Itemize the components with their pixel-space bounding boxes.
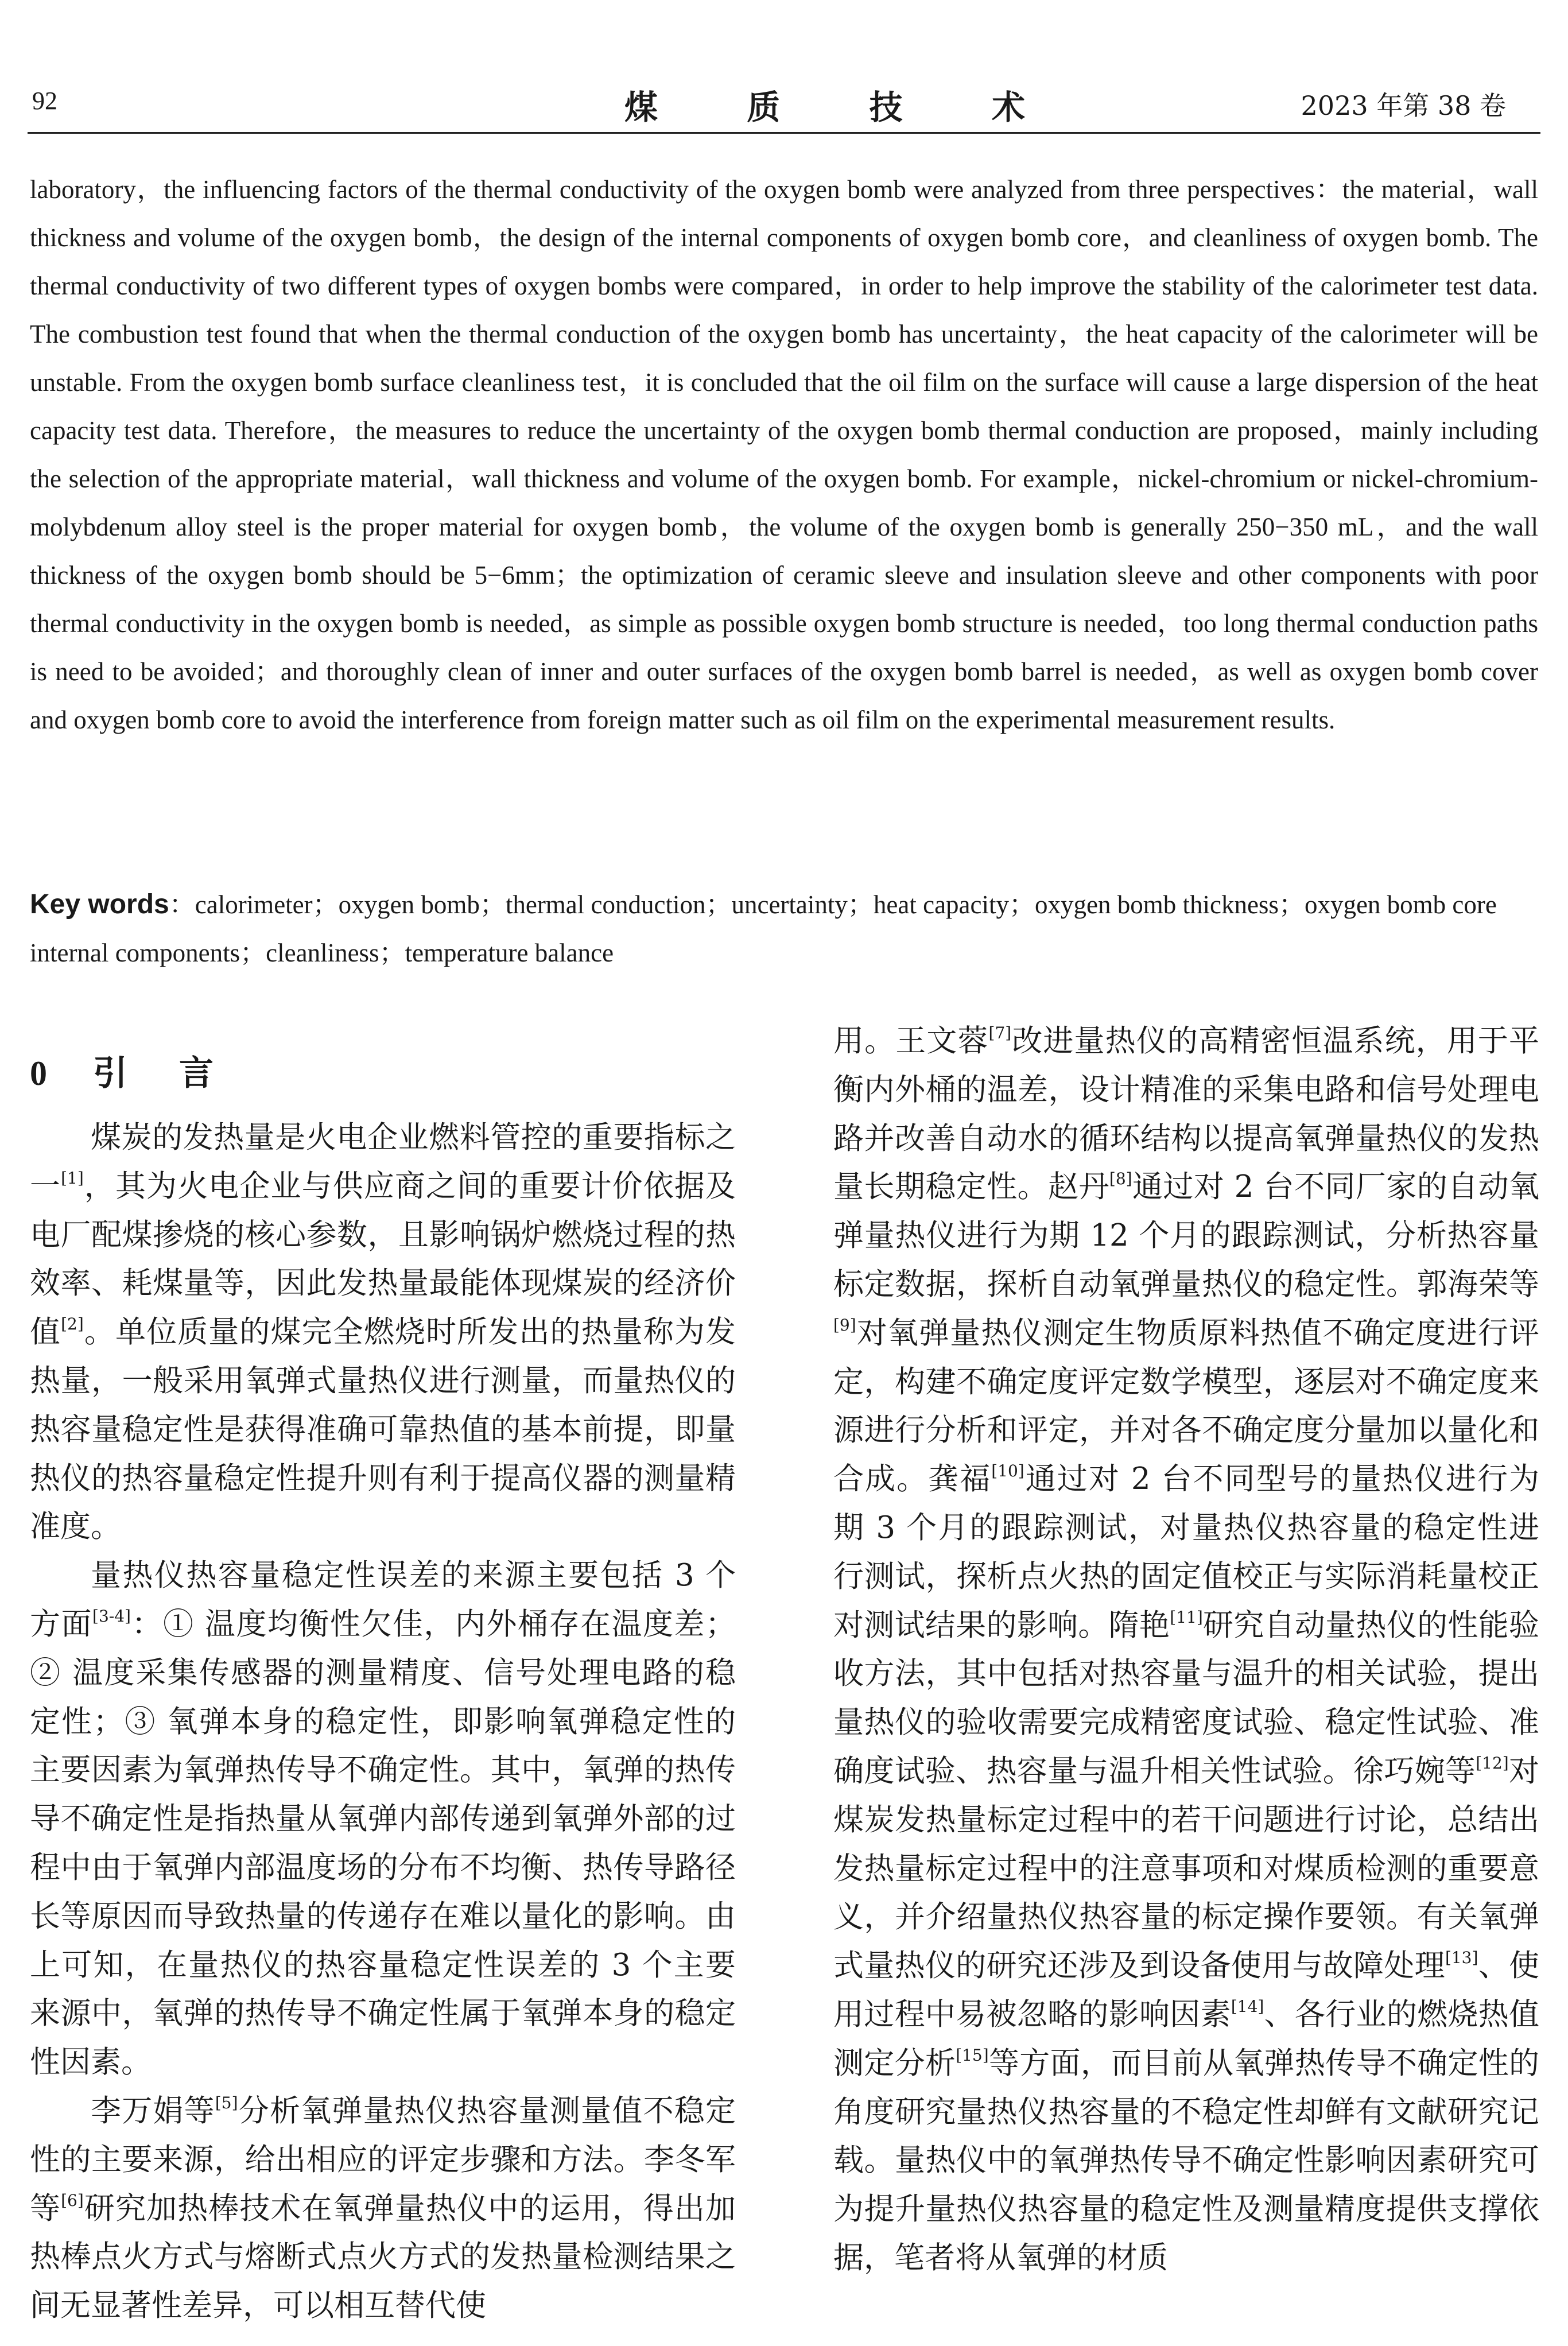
- citation-ref: [2]: [61, 1314, 84, 1334]
- journal-char: 技: [869, 88, 904, 127]
- citation-ref: [3-4]: [92, 1606, 131, 1626]
- citation-ref: [13]: [1445, 1948, 1478, 1968]
- journal-char: 质: [747, 88, 782, 127]
- citation-ref: [5]: [215, 2093, 238, 2112]
- section-title: 引言: [93, 1053, 265, 1093]
- citation-ref: [15]: [956, 2045, 989, 2065]
- citation-ref: [10]: [991, 1461, 1024, 1481]
- left-column: [30, 1114, 736, 2331]
- citation-ref: [6]: [61, 2190, 84, 2210]
- citation-ref: [7]: [988, 1023, 1012, 1042]
- keywords: [30, 881, 1538, 977]
- journal-title: [624, 80, 1026, 129]
- keywords-label: Key words: [30, 889, 169, 920]
- page-header: [28, 80, 1540, 126]
- section-heading: [30, 1046, 265, 1095]
- abstract-text: laboratory，the influencing factors of the thermal conductivity of the oxygen bomb were analyzed from three perspectives：the material，wall thickness and volume of the oxygen bomb，the design of the internal components of oxygen bomb core，and cleanliness of oxygen bomb. The thermal conductivity of two different types of oxygen bombs were compared，in order to help improve the stability of the calorimeter test data. The combustion test found that when the thermal conduction of the oxygen bomb has uncertainty，the heat capacity of the calorimeter will be unstable. From the oxygen bomb surface cleanliness test，it is concluded that the oil film on the surface will cause a large dispersion of the heat capacity test data. Therefore，the measures to reduce the uncertainty of the oxygen bomb thermal conduction are proposed，mainly including the selection of the appropriate material，wall thickness and volume of the oxygen bomb. For example，nickel-chromium or nickel-chromium-molybdenum alloy steel is the proper material for oxygen bomb，the volume of the oxygen bomb is generally 250−350 mL，and the wall thickness of the oxygen bomb should be 5−6mm；the optimization of ceramic sleeve and insulation sleeve and other components with poor thermal conductivity in the oxygen bomb is needed，as simple as possible oxygen bomb structure is needed，too long thermal conduction paths is need to be avoided；and thoroughly clean of inner and outer surfaces of the oxygen bomb barrel is needed，as well as oxygen bomb cover and oxygen bomb core to avoid the interference from foreign matter such as oil film on the experimental measurement results.: [30, 175, 1538, 734]
- citation-ref: [11]: [1170, 1607, 1203, 1627]
- issue-label: 2023 年第 38 卷: [1301, 90, 1506, 121]
- body-paragraph: 煤炭的发热量是火电企业燃料管控的重要指标之一[1]，其为火电企业与供应商之间的重要计价依据及电厂配煤掺烧的核心参数，且影响锅炉燃烧过程的热效率、耗煤量等，因此发热量最能体现煤炭的经济价值[2]。单位质量的煤完全燃烧时所发出的热量称为发热量，一般采用氧弹式量热仪进行测量，而量热仪的热容量稳定性是获得准确可靠热值的基本前提，即量热仪的热容量稳定性提升则有利于提高仪器的测量精准度。: [30, 1120, 736, 1545]
- citation-ref: [8]: [1109, 1169, 1132, 1189]
- keywords-list: ：calorimeter；oxygen bomb；thermal conduction；uncertainty；heat capacity；oxygen bomb thickness；oxygen bomb core internal components；cleanliness；temperature balance: [30, 890, 1497, 967]
- citation-ref: [1]: [61, 1168, 84, 1188]
- right-column: [833, 1017, 1539, 2283]
- header-divider: [28, 132, 1540, 134]
- journal-char: 煤: [624, 88, 659, 127]
- body-paragraph: 用。王文蓉[7]改进量热仪的高精密恒温系统，用于平衡内外桶的温差，设计精准的采集电路和信号处理电路并改善自动水的循环结构以提高氧弹量热仪的发热量长期稳定性。赵丹[8]通过对 2 台不同厂家的自动氧弹量热仪进行为期 12 个月的跟踪测试，分析热容量标定数据，探析自动氧弹量热仪的稳定性。郭海荣等[9]对氧弹量热仪测定生物质原料热值不确定度进行评定，构建不确定度评定数学模型，逐层对不确定度来源进行分析和评定，并对各不确定度分量加以量化和合成。龚福[10]通过对 2 台不同型号的量热仪进行为期 3 个月的跟踪测试，对量热仪热容量的稳定性进行测试，探析点火热的固定值校正与实际消耗量校正对测试结果的影响。隋艳[11]研究自动量热仪的性能验收方法，其中包括对热容量与温升的相关试验，提出量热仪的验收需要完成精密度试验、稳定性试验、准确度试验、热容量与温升相关性试验。徐巧婉等[12]对煤炭发热量标定过程中的若干问题进行讨论，总结出发热量标定过程中的注意事项和对煤质检测的重要意义，并介绍量热仪热容量的标定操作要领。有关氧弹式量热仪的研究还涉及到设备使用与故障处理[13]、使用过程中易被忽略的影响因素[14]、各行业的燃烧热值测定分析[15]等方面，而目前从氧弹热传导不确定性的角度研究量热仪热容量的不稳定性却鲜有文献研究记载。量热仪中的氧弹热传导不确定性影响因素研究可为提升量热仪热容量的稳定性及测量精度提供支撑依据，笔者将从氧弹的材质: [833, 1023, 1540, 2275]
- journal-char: 术: [991, 88, 1026, 127]
- body-paragraph: 李万娟等[5]分析氧弹量热仪热容量测量值不稳定性的主要来源，给出相应的评定步骤和方法。李冬军等[6]研究加热棒技术在氧弹量热仪中的运用，得出加热棒点火方式与熔断式点火方式的发热量检测结果之间无显著性差异，可以相互替代使: [30, 2093, 736, 2324]
- citation-ref: [14]: [1231, 1996, 1264, 2016]
- body-paragraph: 量热仪热容量稳定性误差的来源主要包括 3 个方面[3-4]：① 温度均衡性欠佳，内外桶存在温度差；② 温度采集传感器的测量精度、信号处理电路的稳定性；③ 氧弹本身的稳定性，即影响氧弹稳定性的主要因素为氧弹热传导不确定性。其中，氧弹的热传导不确定性是指热量从氧弹内部传递到氧弹外部的过程中由于氧弹内部温度场的分布不均衡、热传导路径长等原因而导致热量的传递存在难以量化的影响。由上可知，在量热仪的热容量稳定性误差的 3 个主要来源中，氧弹的热传导不确定性属于氧弹本身的稳定性因素。: [30, 1558, 736, 2080]
- citation-ref: [12]: [1476, 1753, 1509, 1773]
- section-number: 0: [30, 1054, 47, 1092]
- citation-ref: [9]: [833, 1315, 856, 1335]
- page-number: 92: [32, 87, 57, 115]
